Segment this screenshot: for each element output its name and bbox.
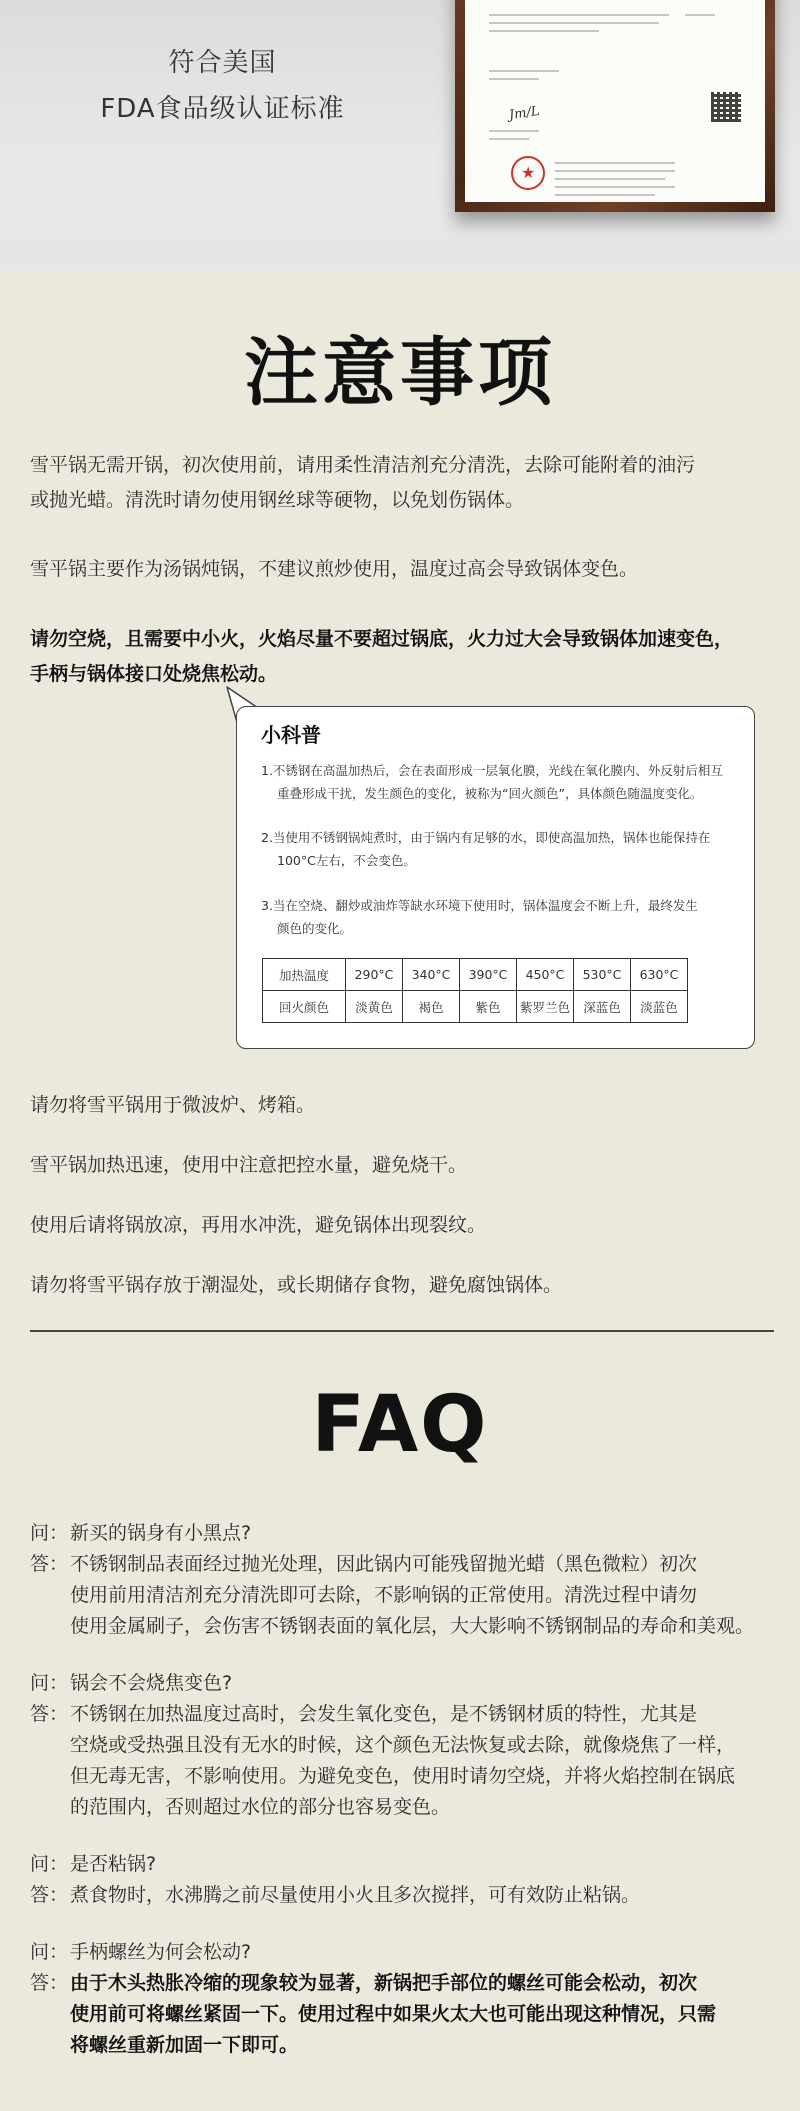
- table-cell: 630°C: [631, 959, 688, 991]
- table-cell: 紫罗兰色: [517, 991, 574, 1023]
- caption-line-1: 符合美国: [168, 48, 277, 78]
- faq-item: [30, 1518, 790, 1642]
- table-header-cell: 回火颜色: [263, 991, 346, 1023]
- note-paragraph-1: 雪平锅无需开锅，初次使用前，请用柔性清洁剂充分清洗，去除可能附着的油污 或抛光蜡。清洗时请勿使用钢丝球等硬物，以免划伤锅体。: [30, 454, 696, 511]
- notes-title: 注意事项: [244, 330, 556, 416]
- science-title: 小科普: [261, 723, 321, 747]
- table-row: [263, 991, 688, 1023]
- table-cell: 淡黄色: [346, 991, 403, 1023]
- signature-image: Jm/L: [508, 103, 541, 124]
- faq-answer: 答： 不锈钢在加热温度过高时，会发生氧化变色，是不锈钢材质的特性，尤其是 空烧或受热强且没有无水的时候，这个颜色无法恢复或去除，就像烧焦了一样， 但无毒无害，不影响使用。为避免变色，使用时请勿空烧，并将火焰控制在锅底 的范围内，否则超过水位的部分也容易变色。: [30, 1703, 736, 1818]
- table-cell: 290°C: [346, 959, 403, 991]
- table-cell: 深蓝色: [574, 991, 631, 1023]
- section-divider: [30, 1330, 774, 1332]
- faq-item: [30, 1849, 790, 1911]
- faq-question: 问： 新买的锅身有小黑点?: [30, 1522, 252, 1544]
- faq-answer: 答： 由于木头热胀冷缩的现象较为显著，新锅把手部位的螺丝可能会松动，初次 使用前可将螺丝紧固一下。使用过程中如果火太大也可能出现这种情况，只需 将螺丝重新加固一下即可。: [30, 1972, 717, 2056]
- table-cell: 淡蓝色: [631, 991, 688, 1023]
- science-tip-bubble: [236, 706, 755, 1049]
- note-paragraph-7: 请勿将雪平锅存放于潮湿处，或长期储存食物，避免腐蚀锅体。: [30, 1274, 563, 1296]
- table-cell: 530°C: [574, 959, 631, 991]
- tip-3: 3.当在空烧、翻炒或油炸等缺水环境下使用时，锅体温度会不断上升，最终发生 颜色的变化。: [261, 898, 698, 936]
- table-cell: 紫色: [460, 991, 517, 1023]
- caption-line-2: FDA食品级认证标准: [100, 94, 345, 124]
- qr-code-icon: [711, 92, 741, 122]
- faq-answer: 答： 不锈钢制品表面经过抛光处理，因此锅内可能残留抛光蜡（黑色微粒）初次 使用前用清洁剂充分清洗即可去除，不影响锅的正常使用。清洗过程中请勿 使用金属刷子，会伤害不锈钢表面的氧化层，大大影响不锈钢制品的寿命和美观。: [30, 1553, 755, 1637]
- certificate-banner: [0, 0, 800, 271]
- table-row: [263, 959, 688, 991]
- certificate-image: [465, 0, 765, 202]
- faq-question: 问： 是否粘锅?: [30, 1853, 157, 1875]
- seal-stamp-icon: ★: [511, 156, 545, 190]
- faq-item: [30, 1937, 790, 2061]
- faq-question: 问： 手柄螺丝为何会松动?: [30, 1941, 252, 1963]
- note-paragraph-2: 雪平锅主要作为汤锅炖锅，不建议煎炒使用，温度过高会导致锅体变色。: [30, 558, 639, 580]
- table-cell: 340°C: [403, 959, 460, 991]
- tip-2: 2.当使用不锈钢锅炖煮时，由于锅内有足够的水，即使高温加热，锅体也能保持在 100°C左右，不会变色。: [261, 830, 711, 868]
- faq-question: 问： 锅会不会烧焦变色?: [30, 1672, 233, 1694]
- note-paragraph-5: 雪平锅加热迅速，使用中注意把控水量，避免烧干。: [30, 1154, 468, 1176]
- faq-answer: 答： 煮食物时，水沸腾之前尽量使用小火且多次搅拌，可有效防止粘锅。: [30, 1884, 641, 1906]
- table-cell: 褐色: [403, 991, 460, 1023]
- faq-title: FAQ: [311, 1380, 489, 1470]
- table-cell: 390°C: [460, 959, 517, 991]
- note-paragraph-4: 请勿将雪平锅用于微波炉、烤箱。: [30, 1094, 316, 1116]
- note-warning-paragraph: 请勿空烧，且需要中小火，火焰尽量不要超过锅底，火力过大会导致锅体加速变色， 手柄与锅体接口处烧焦松动。: [30, 628, 734, 685]
- faq-item: [30, 1668, 790, 1823]
- table-header-cell: 加热温度: [263, 959, 346, 991]
- tip-1: 1.不锈钢在高温加热后，会在表面形成一层氧化膜，光线在氧化膜内、外反射后相互 重叠形成干扰，发生颜色的变化，被称为“回火颜色”，具体颜色随温度变化。: [261, 763, 723, 801]
- temper-color-table: [262, 958, 688, 1023]
- note-paragraph-6: 使用后请将锅放凉，再用水冲洗，避免锅体出现裂纹。: [30, 1214, 487, 1236]
- certification-caption: [80, 40, 365, 132]
- table-cell: 450°C: [517, 959, 574, 991]
- certificate-frame: [455, 0, 775, 212]
